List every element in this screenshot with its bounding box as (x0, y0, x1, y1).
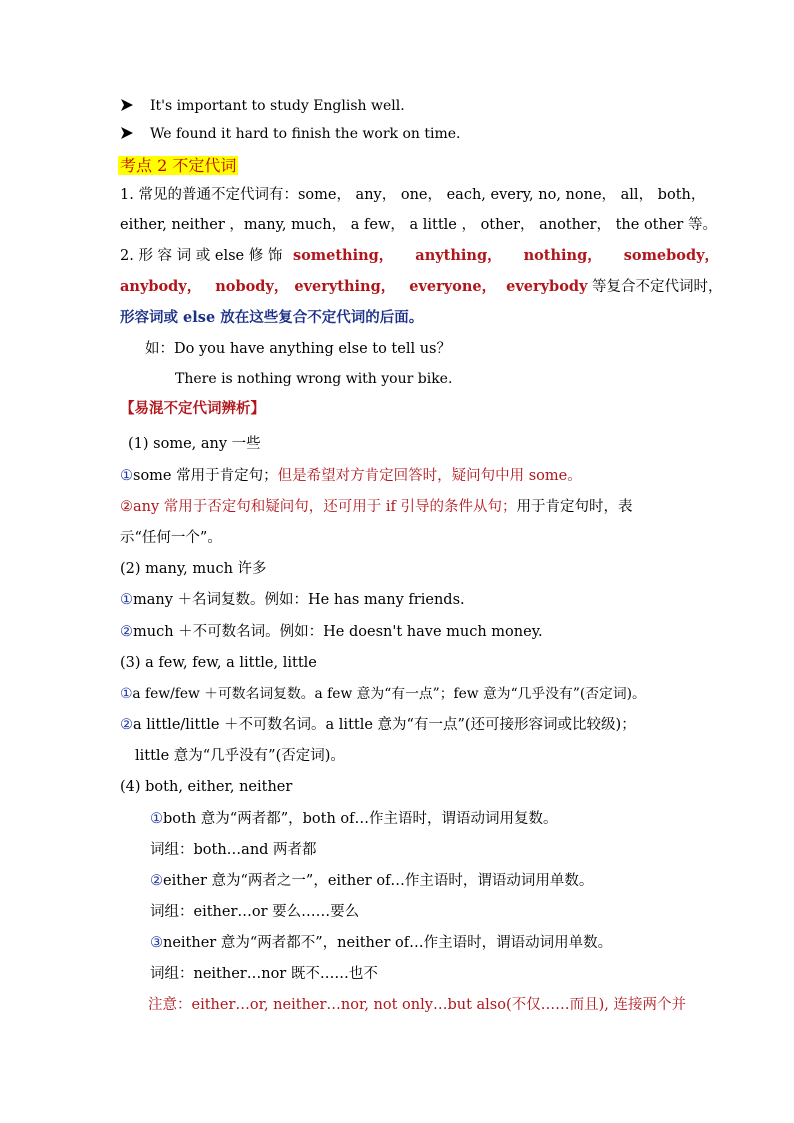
note-line: 注意：either…or, neither…nor, not only…but also(不仅……而且), 连接两个并 (148, 997, 686, 1013)
item-number: ② (120, 624, 133, 640)
group-3-item-b-text: a little/little ＋不可数名词。a little 意为“有一点”(还可接形容词或比较级)； (133, 717, 636, 733)
group-1-title: (1) some, any 一些 (128, 436, 261, 452)
word-nothing: nothing， (523, 247, 602, 264)
item-number: ① (150, 811, 163, 827)
group-3-item-c: little 意为“几乎没有”(否定词)。 (135, 748, 345, 764)
arrow-bullet-icon (120, 127, 134, 139)
word-anybody: anybody， (120, 278, 202, 295)
group-2-item-b-text: much ＋不可数名词。例如：He doesn't have much money. (133, 624, 543, 640)
example-1: Do you have anything else to tell us？ (174, 341, 451, 357)
group-4-item-a-text: both 意为“两者都”，both of…作主语时，谓语动词用复数。 (163, 811, 558, 827)
group-1-item-b-text-2: 用于肯定句时，表 (516, 499, 633, 515)
bullet-line-1 (120, 96, 405, 116)
p2-tail: 等复合不定代词时， (587, 279, 723, 295)
p1-line-1: 1. 常见的普通不定代词有：some， any， one， each, every, no, none， all， both， (120, 187, 706, 203)
group-1-item-a (120, 466, 582, 486)
group-2-title: (2) many, much 许多 (120, 561, 267, 577)
group-1-item-a-text-1: some 常用于肯定句； (133, 468, 278, 484)
group-4-item-b (150, 871, 593, 891)
section-heading: 考点 2 不定代词 (120, 156, 237, 175)
group-4-item-a (150, 809, 558, 829)
p2-rule: 形容词或 else 放在这些复合不定代词的后面。 (120, 309, 424, 326)
group-2-item-b (120, 622, 543, 642)
group-2-item-a (120, 590, 465, 610)
group-3-title: (3) a few, few, a little, little (120, 655, 317, 671)
example-line-1 (145, 339, 451, 359)
group-3-item-a-text: a few/few ＋可数名词复数。a few 意为“有一点”；few 意为“几乎没有”(否定词)。 (132, 686, 646, 702)
group-1-item-a-text-2: 但是希望对方肯定回答时，疑问句中用 some。 (277, 468, 582, 484)
p2-line-2 (120, 277, 723, 297)
group-4-item-a-phrase: 词组：both…and 两者都 (150, 842, 317, 858)
bullet-line-2 (120, 124, 460, 144)
group-2-item-a-text: many ＋名词复数。例如：He has many friends. (133, 592, 465, 608)
group-3-item-a (120, 684, 646, 704)
item-number: ② (120, 499, 133, 515)
section-heading-line (118, 156, 238, 176)
item-number: ② (150, 873, 163, 889)
word-something: something， (292, 247, 394, 264)
word-anything: anything， (415, 247, 502, 264)
group-4-item-b-text: either 意为“两者之一”，either of…作主语时，谓语动词用单数。 (163, 873, 594, 889)
bullet-text-2: We found it hard to finish the work on time. (150, 126, 461, 142)
example-line-2: There is nothing wrong with your bike. (175, 371, 453, 387)
group-4-item-b-phrase: 词组：either…or 要么……要么 (150, 904, 360, 920)
group-4-title: (4) both, either, neither (120, 779, 293, 795)
word-nobody: nobody， (215, 278, 289, 295)
analysis-title: 【易混不定代词辨析】 (120, 400, 265, 417)
item-number: ① (120, 686, 133, 702)
item-number: ② (120, 717, 133, 733)
group-4-item-c-text: neither 意为“两者都不”，neither of…作主语时，谓语动词用单数。 (163, 935, 613, 951)
word-everyone: everyone， (409, 278, 497, 295)
group-1-item-b-cont: 示“任何一个”。 (120, 530, 222, 546)
word-somebody: somebody， (623, 247, 720, 264)
p2-line-1 (120, 246, 719, 266)
word-everybody: everybody (506, 278, 588, 295)
word-everything: everything， (294, 278, 396, 295)
group-1-item-b-text-1: any 常用于否定句和疑问句，还可用于 if 引导的条件从句； (133, 499, 517, 515)
example-label: 如： (145, 341, 174, 357)
item-number: ① (120, 592, 133, 608)
group-3-item-b (120, 715, 636, 735)
group-4-item-c (150, 933, 612, 953)
p2-lead: 2. 形 容 词 或 else 修 饰 (120, 248, 287, 264)
arrow-bullet-icon (120, 99, 134, 111)
item-number: ① (120, 468, 133, 484)
p1-line-2: either, neither ，many, much， a few， a little ， other， another， the other 等。 (120, 217, 717, 233)
bullet-text-1: It's important to study English well. (150, 98, 405, 114)
group-4-item-c-phrase: 词组：neither…nor 既不……也不 (150, 966, 378, 982)
group-1-item-b (120, 497, 633, 517)
item-number: ③ (150, 935, 163, 951)
